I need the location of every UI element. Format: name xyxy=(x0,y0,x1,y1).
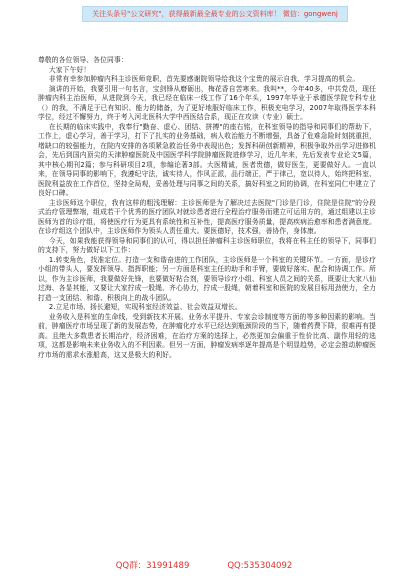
paragraph: 1.转变角色，找准定位。打造一支和谐奋进的工作团队，主诊医师是一个科室的关键环节。一方面，是诊疗小组的带头人，要发挥领导、指挥职能；另一方面是科室主任的助手和手臂，要做好落实、配合和协调工作。所以，作为主诊医师，我要做好先锋，也要做好粘合剂，要领导诊疗小组、科室人员之间的关系，既要让大家八仙过海、各显其能，又要让大家拧成一股绳、齐心协力，拧成一股绳，朝着科室和医院的发展目标用劲使力，全力打造一支团结、和谐、积极向上的战斗团队。 xyxy=(38,255,376,302)
document-body xyxy=(38,56,376,360)
qq-group: QQ群：31991489 xyxy=(115,561,190,571)
header-banner[interactable] xyxy=(82,6,348,22)
greeting: 大家下午好！ xyxy=(48,65,91,74)
paragraph: 主诊医师这个职位，我有这样的粗浅理解：主诊医师是为了解决过去医院"门诊是门诊，住院是住院"的分段式治疗管理弊端，组成若干个优秀的医疗团队对就诊患者进行全程治疗服务而建立可运用方的，通过组建以主诊医师为首的诊疗组，将使医疗行为更具有系统性和互补性，提高医疗服务质量，提高疾病治愈率和患者满意度。在诊疗组这个团队中，主诊医师作为领头人责任重大。要医德好，技术强，善协作，身体康。 xyxy=(38,198,376,235)
paragraph: 非常有幸参加肿瘤内科主诊医师竞职，首先要感谢院领导给我这个宝贵的展示自我、学习提高的机会。 xyxy=(48,75,360,83)
footer-contact xyxy=(0,561,408,572)
banner-text: 关注头条号"公文研究"，获得最新最全最专业的公文资料库！ 微信：gongwenj xyxy=(82,6,348,22)
paragraph: 演讲的开始，我要引用一句名言，宝剑锋从磨砺出，梅花香自苦寒来。我叫**，今年40多，中共党员，现任肿瘤内科主治医师，从进院到今天，我已经在临床一线工作了16个年头，1997年毕业于承德医学院专科专业（）的我，不满足于已有知识、能力的储备，为了更好地服好临床工作，积极充电学习，2007年取得医学本科学位，经过不懈努力，终于考入河北医科大学中西医结合系，现正在攻读（专业）硕士。 xyxy=(38,84,376,121)
paragraph: 业务收入是科室的生命线，受到新技术开展、业务水平提升、专家会诊制度等方面的等多种因素的影响。当前，肿瘤医疗市场呈现了新的发展态势，在肿瘤化疗水平已经达到瓶颈阶段的当下，随着药费下降，很难再有提高。且绝大多数患者长期治疗，经济困难，在治疗方案的选择上，必然更加会偏重于性价比高、副作用轻的选项，这都是影响未来业务收入的不利因素。但另一方面，肿瘤发病率逐年提高是个明显趋势，必定会推动肿瘤医疗市场的需求水涨船高，这又是极大的利好。 xyxy=(38,312,376,359)
salutation: 尊敬的各位领导、各位同事： xyxy=(38,56,128,64)
paragraph: 2.立足市场、扬长避短，实现科室经济效益、社会效益双增长。 xyxy=(48,303,242,311)
paragraph: 今天，如果我能获得领导和同事们的认可，得以担任肿瘤科主诊医师职位，我将在科主任的领导下，同事们的支持下，努力做好以下工作： xyxy=(38,236,376,254)
paragraph: 在长期的临床实践中，我奉行"勤奋、虚心、团结、拼搏"的座右铭，在科室领导的指导和同事们的帮助下，工作上，虚心学习，善于学习，打下了扎实的业务基础，病人收治能力不断增强，具备了危难急险时刻挑重担，堵缺口的较强能力，在院内安排的各项紧急救治任务中表现出色；发挥科研创新精神，积极争取外出学习进修机会，先后到国内顶尖的天津肿瘤医院及中国医学科学院肿瘤医院进修学习，近几年来，先后发表专业论文5篇，其中核心期刊2篇；参与科研项目2项，参编论著3部。大医精诚，医者贵德，做好医生，更要做好人。一直以来，在领导同事的影响下，我遵纪守法，诚实待人，作风正派，品行端正，严于律己，宽以待人，始终把科室、医院利益放在工作首位，坚持全局观，妥善处理与同事之间的关系，搞好科室之间的协调，在科室同仁中建立了良好口碑。 xyxy=(38,122,376,197)
qq-number: QQ:535304092 xyxy=(227,561,293,571)
